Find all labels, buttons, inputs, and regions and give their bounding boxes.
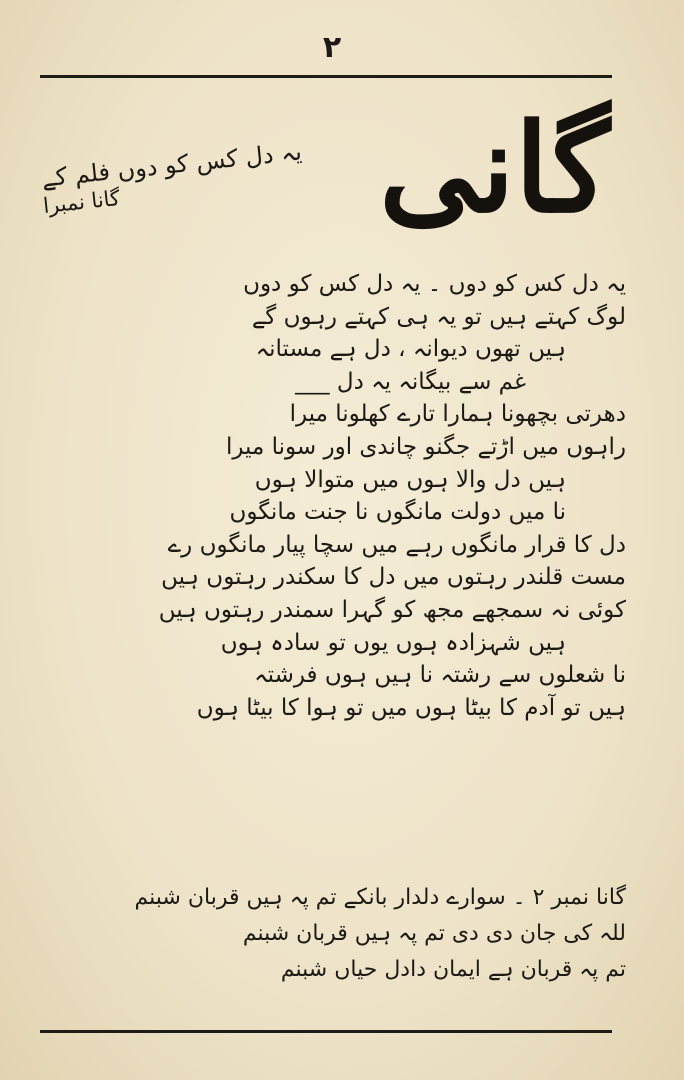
lyric-line: دھرتی بچھونا ہمارا تارے کھلونا میرا — [289, 401, 626, 428]
top-rule — [40, 75, 612, 78]
second-song-block — [60, 880, 626, 988]
heading-title: گانی — [379, 96, 610, 240]
lyric-line: لوگ کہتے ہیں تو یہ ہی کہتے رہوں گے — [251, 303, 626, 330]
song-line: للہ کی جان دی دی تم پہ ہیں قربان شبنم — [242, 921, 626, 946]
lyric-line: مست قلندر رہتوں میں دل کا سکندر رہتوں ہیں — [161, 564, 626, 591]
song-line: گانا نمبر ۲ ۔ سوارے دلدار بانکے تم پہ ہیں قربان شبنم — [134, 885, 626, 910]
film-caption: یہ دل کس کو دوں فلم کے — [39, 137, 303, 193]
song-line: تم پہ قربان ہے ایمان دادل حیاں شبنم — [280, 957, 626, 982]
lyric-line: نا شعلوں سے رشتہ نا ہیں ہوں فرشتہ — [254, 662, 626, 689]
lyric-line: نا میں دولت مانگوں نا جنت مانگوں — [229, 499, 566, 526]
lyric-line: ہیں تھوں دیوانہ ، دل ہے مستانہ — [255, 336, 566, 363]
bottom-rule — [40, 1030, 612, 1033]
page-number: ۲ — [322, 30, 342, 65]
song-heading — [40, 95, 620, 260]
lyric-line: ہیں تو آدم کا بیٹا ہوں میں تو ہوا کا بیٹا ہوں — [196, 694, 626, 721]
lyric-line: یہ دل کس کو دوں ۔ یہ دل کس کو دوں — [243, 271, 626, 297]
lyric-line: غم سے بیگانہ یہ دل ___ — [295, 368, 526, 395]
lyric-line: دل کا قرار مانگوں رہے میں سچا پیار مانگوں رے — [167, 531, 626, 558]
lyric-line: کوئی نہ سمجھے مجھ کو گہرا سمندر رہتوں ہیں — [158, 596, 626, 623]
lyrics-block — [60, 268, 626, 724]
lyric-line: ہیں شہزادہ ہوں یوں تو سادہ ہوں — [220, 629, 566, 656]
lyric-line: ہیں دل والا ہوں میں متوالا ہوں — [254, 466, 566, 493]
lyric-line: راہوں میں اڑتے جگنو چاندی اور سونا میرا — [225, 433, 626, 460]
song-number-label: گانا نمبرا — [41, 186, 122, 218]
